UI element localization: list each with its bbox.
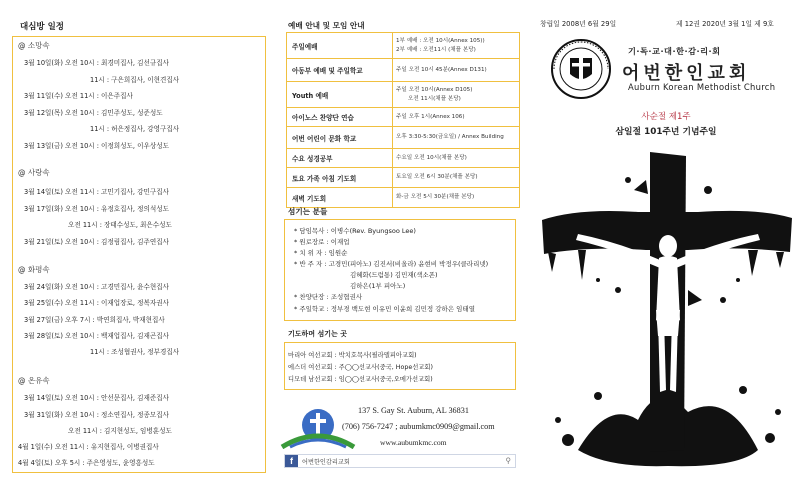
- schedule-line: [18, 441, 159, 451]
- servant-line: * 원로장로 : 이재업: [294, 238, 350, 246]
- schedule-text: 오후 5시 : 주은영성도, 윤영흥성도: [54, 459, 155, 467]
- facebook-icon: f: [285, 455, 298, 467]
- schedule-text: 11시 : 허은정집사, 강영구집사: [90, 125, 180, 133]
- schedule-text: 11시 : 구은희집사, 이현견집사: [90, 76, 180, 84]
- worship-title: 예배 안내 및 모임 안내: [288, 21, 365, 30]
- schedule-text: 오전 10시 : 최경미집사, 김선규집사: [65, 59, 169, 67]
- info-panel: [268, 0, 532, 485]
- worship-time-cell: [393, 33, 520, 59]
- schedule-text: 오전 10시 : 이정희성도, 이우상성도: [65, 142, 169, 150]
- worship-row: [287, 59, 520, 82]
- worship-row: [287, 188, 520, 208]
- worship-row: [287, 127, 520, 149]
- worship-time-cell: [393, 149, 520, 168]
- group-title-somang: @ 소망속: [18, 41, 50, 50]
- servant-line: * 주일학교 : 정부경 백도현 이유민 이윤희 김민정 강하은 임태열: [294, 305, 476, 313]
- church-name-english: Auburn Korean Methodist Church: [628, 82, 776, 92]
- schedule-line: [24, 203, 169, 213]
- schedule-line: [90, 123, 179, 133]
- worship-time: 주일 오전 10시(Annex D105): [396, 87, 473, 94]
- visitation-schedule-panel: [0, 0, 268, 485]
- worship-time: 1부 예배 : 오전 10시(Annex 105)): [396, 38, 485, 45]
- worship-time: 화-금 오전 5시 30분(채플 본당): [396, 194, 475, 201]
- worship-name: Youth 예배: [287, 82, 393, 108]
- schedule-text: 오후 7시 : 박연희집사, 박재현집사: [65, 316, 165, 324]
- worship-time-cell: [393, 108, 520, 127]
- schedule-line: [24, 57, 169, 67]
- worship-name: 아동부 예배 및 주일학교: [287, 59, 393, 82]
- schedule-date: 3월 14일(토): [24, 394, 63, 402]
- worship-time: 오후 3:30-5:30(금요일) / Annex Building: [396, 134, 504, 141]
- church-seal-icon: [550, 38, 612, 100]
- worship-table: [286, 32, 520, 208]
- servant-line: 김혜화(드럼통) 김민재(색소폰): [350, 271, 438, 279]
- schedule-line: [24, 186, 169, 196]
- worship-time: 주일 오후 1시(Annex 106): [396, 113, 465, 120]
- worship-time: 수요일 오전 10시(채플 본당): [396, 154, 467, 161]
- schedule-text: 오전 10시 : 안선문집사, 김재준집사: [65, 394, 169, 402]
- worship-time-cell: [393, 59, 520, 82]
- phone-email-text: (706) 756-7247 ; aubumkmc0909@gmail.com: [342, 422, 495, 431]
- worship-row: [287, 168, 520, 188]
- worship-name: 아이노스 찬양단 연습: [287, 108, 393, 127]
- schedule-text: 오전 10시 : 고경민집사, 윤수현집사: [65, 283, 169, 291]
- servant-line: 김하은(1부 피아노): [350, 282, 406, 290]
- schedule-line: [24, 297, 169, 307]
- schedule-date: 3월 25일(수): [24, 299, 63, 307]
- worship-time-cell: [393, 127, 520, 149]
- church-name-korean: 어번한인교회: [622, 63, 751, 84]
- servant-line: * 반 주 자 : 고경민(피아노) 김진서(비올라) 윤현비 박정우(클라리넷): [294, 260, 489, 268]
- worship-row: [287, 82, 520, 108]
- schedule-text: 오전 10시 : 유정호집사, 정의석성도: [65, 205, 169, 213]
- schedule-line: [24, 392, 169, 402]
- schedule-line: [24, 330, 169, 340]
- worship-time: 오전 11시(채플 본당): [408, 95, 461, 102]
- liturgical-season: 사순절 제1주: [641, 112, 691, 122]
- schedule-line: [24, 107, 163, 117]
- schedule-date: 3월 21일(토): [24, 238, 63, 246]
- schedule-date: 3월 12일(목): [24, 109, 63, 117]
- worship-name: 주일예배: [287, 33, 393, 59]
- mission-line: 디모데 남선교회 : 임◯◯선교사(중국,오메가선교회): [288, 376, 433, 383]
- group-title-onyu: @ 온유속: [18, 376, 50, 385]
- worship-name: 새벽 기도회: [287, 188, 393, 208]
- schedule-text: 오전 11시 : 이재업장로, 정복자권사: [65, 299, 169, 307]
- established-date: 창립일 2008년 6월 29일: [540, 20, 617, 28]
- schedule-title: 대심방 일정: [20, 22, 65, 32]
- group-title-hwapyeong: @ 화평속: [18, 265, 50, 274]
- schedule-line: [68, 219, 172, 229]
- schedule-text: 11시 : 조성협권사, 정부경집사: [90, 348, 180, 356]
- schedule-line: [24, 236, 169, 246]
- schedule-date: 3월 17일(화): [24, 205, 63, 213]
- cover-panel: [532, 0, 800, 485]
- schedule-line: [24, 140, 169, 150]
- sunday-title: 삼일절 101주년 기념주일: [615, 127, 717, 137]
- schedule-line: [90, 74, 179, 84]
- servant-line: * 치 위 자 : 임원순: [294, 249, 348, 257]
- schedule-text: 오전 10시 : 김민주성도, 성준성도: [65, 109, 163, 117]
- mission-line: 에스더 여선교회 : 주◯◯선교사(중국, Hope선교회): [288, 364, 433, 371]
- worship-time-cell: [393, 82, 520, 108]
- schedule-date: 3월 13일(금): [24, 142, 63, 150]
- schedule-text: 오전 11시 : 김지현성도, 임병훈성도: [68, 427, 172, 435]
- schedule-date: 3월 31일(화): [24, 411, 63, 419]
- schedule-line: [68, 425, 172, 435]
- schedule-date: 4월 4일(토): [18, 459, 53, 467]
- schedule-text: 오전 10시 : 정소연집사, 정종모집사: [65, 411, 169, 419]
- schedule-date: 4월 1일(수): [18, 443, 53, 451]
- worship-time: 주일 오전 10시 45분(Annex D131): [396, 66, 487, 73]
- schedule-date: 3월 11일(수): [24, 92, 63, 100]
- worship-row: [287, 33, 520, 59]
- missions-title: 기도하며 섬기는 곳: [288, 330, 347, 338]
- worship-name: 토요 가족 아침 기도회: [287, 168, 393, 188]
- servants-title: 섬기는 분들: [288, 207, 328, 216]
- group-title-sarang: @ 사랑속: [18, 168, 50, 177]
- schedule-date: 3월 28일(토): [24, 332, 63, 340]
- website-link[interactable]: www.aubumkmc.com: [380, 438, 447, 447]
- schedule-date: 3월 14일(토): [24, 188, 63, 196]
- denomination-tagline: 기·독·교·대·한·감·리·회: [628, 46, 721, 56]
- worship-time-cell: [393, 168, 520, 188]
- schedule-line: [24, 314, 165, 324]
- schedule-line: [24, 90, 133, 100]
- worship-time: 2부 예배 : 오전11시 (채플 본당): [396, 46, 476, 53]
- schedule-line: [18, 457, 155, 467]
- schedule-text: 오전 11시 : 고민기집사, 강민구집사: [65, 188, 169, 196]
- schedule-text: 오전 10시 : 백재업집사, 김재곤집사: [65, 332, 169, 340]
- address-text: 137 S. Gay St. Auburn, AL 36831: [358, 406, 469, 415]
- crucifix-artwork-icon: [538, 150, 796, 470]
- schedule-line: [90, 346, 179, 356]
- schedule-text: 오전 11시 : 장태수성도, 최은수성도: [68, 221, 172, 229]
- schedule-line: [24, 409, 169, 419]
- worship-name: 어번 어린이 문화 학교: [287, 127, 393, 149]
- worship-name: 수요 성경공부: [287, 149, 393, 168]
- search-icon[interactable]: ⚲: [505, 456, 511, 465]
- schedule-date: 3월 24일(화): [24, 283, 63, 291]
- issue-number: 제 12권 2020년 3월 1일 제 9호: [676, 20, 774, 28]
- worship-row: [287, 149, 520, 168]
- worship-time: 토요일 오전 6시 30분(채플 본당): [396, 174, 478, 181]
- worship-row: [287, 108, 520, 127]
- schedule-text: 오전 10시 : 김정림집사, 김주연집사: [65, 238, 169, 246]
- mission-line: 마리아 여선교회 : 박치호목사(필라델피아교회): [288, 352, 417, 359]
- servant-line: * 찬양단장 : 조성협권사: [294, 293, 363, 301]
- facebook-search-bar[interactable]: [284, 454, 516, 468]
- schedule-box: [12, 36, 266, 473]
- schedule-text: 오전 11시 : 유지현집사, 이병권집사: [54, 443, 159, 451]
- schedule-text: 오전 11시 : 이은주집사: [65, 92, 133, 100]
- schedule-date: 3월 27일(금): [24, 316, 63, 324]
- schedule-date: 3월 10일(화): [24, 59, 63, 67]
- servant-line: * 담임목사 : 이병수(Rev. Byungsoo Lee): [294, 227, 416, 235]
- facebook-page-name: 어번한인감리교회: [302, 459, 350, 466]
- worship-time-cell: [393, 188, 520, 208]
- schedule-line: [24, 281, 169, 291]
